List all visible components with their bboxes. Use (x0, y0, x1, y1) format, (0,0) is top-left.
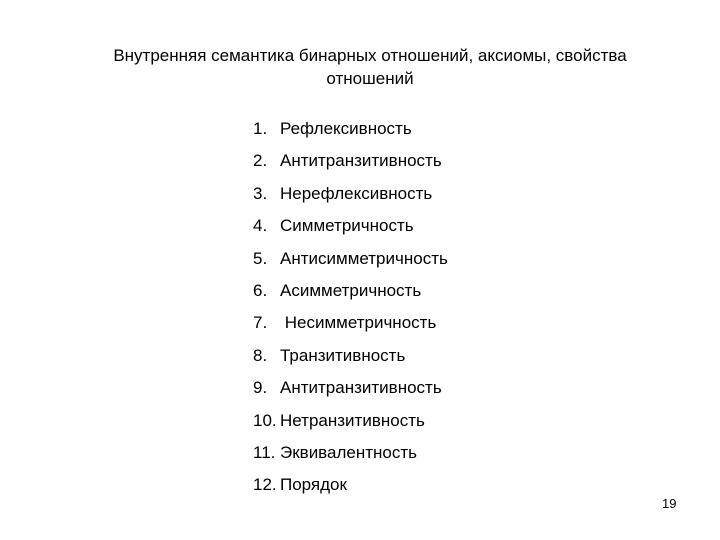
list-item-label: Рефлексивность (280, 119, 412, 138)
list-item-number: 1. (253, 119, 268, 138)
list-item-label: Несимметричность (280, 313, 437, 333)
list-item-label: Асимметричность (280, 280, 422, 300)
list-item (253, 279, 448, 311)
list-item-number: 3. (253, 183, 268, 203)
list-item (253, 409, 448, 441)
slide-title-line-2: отношений (326, 69, 414, 88)
list-item (253, 311, 448, 343)
list-item-number: 11. (253, 442, 276, 462)
list-item-label: Симметричность (280, 216, 414, 236)
list-item (253, 149, 448, 181)
list-item-number: 10. (253, 410, 277, 430)
list-item-number: 9. (253, 378, 268, 398)
list-item-label: Нерефлексивность (280, 183, 433, 203)
list-item-label: Порядок (280, 475, 347, 495)
list-item-label: Антисимметричность (280, 248, 448, 268)
list-item-label: Антитранзитивность (280, 378, 442, 398)
list-item-label: Антитранзитивность (280, 151, 442, 171)
list-item-number: 5. (253, 248, 268, 268)
list-item-label: Эквивалентность (280, 442, 418, 462)
list-item-label: Нетранзитивность (280, 410, 425, 430)
list-item (253, 182, 448, 214)
list-item-number: 12. (253, 475, 277, 495)
list-item-number: 8. (253, 345, 268, 365)
list-item (253, 473, 448, 505)
page-number: 19 (662, 496, 677, 511)
list-item (253, 344, 448, 376)
list-item-label: Транзитивность (280, 345, 406, 365)
list-item (253, 214, 448, 246)
list-item-number: 2. (253, 151, 268, 171)
slide-title-line-1: Внутренняя семантика бинарных отношений, аксиомы, свойства (113, 46, 627, 65)
list-item (253, 117, 448, 149)
list-item-number: 4. (253, 216, 268, 236)
slide-title (80, 44, 660, 90)
list-item (253, 441, 448, 473)
list-item-number: 7. (253, 313, 268, 333)
property-list (253, 117, 448, 506)
list-item-number: 6. (253, 280, 268, 300)
list-item (253, 376, 448, 408)
list-item (253, 247, 448, 279)
